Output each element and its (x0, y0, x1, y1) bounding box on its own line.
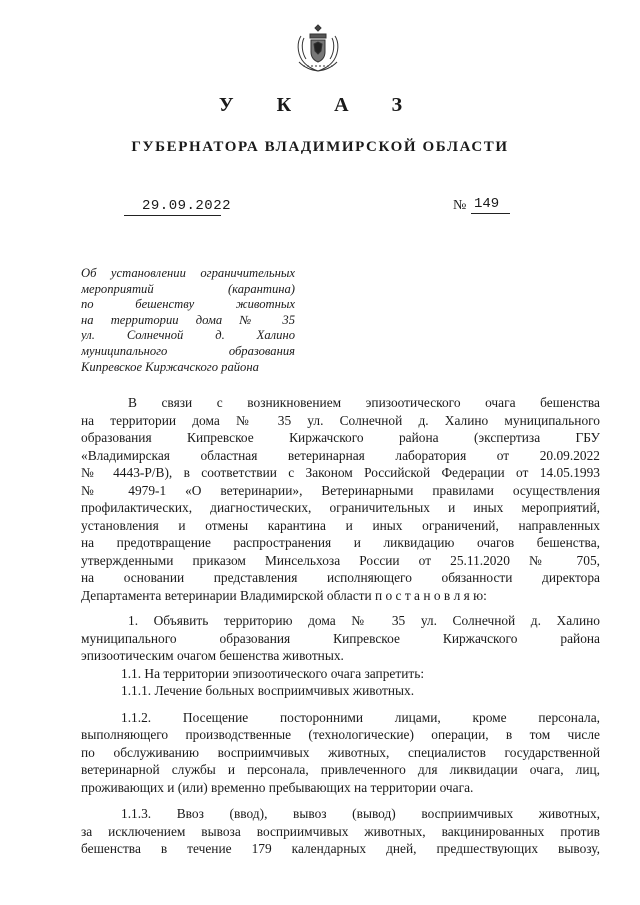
text-line: 1. Объявить территорию дома № 35 ул. Солнечной д. Халино (128, 613, 600, 628)
subject-line: муниципального образования (81, 343, 295, 358)
subject-line: Об установлении ограничительных (81, 266, 295, 280)
number-label: № (453, 198, 467, 213)
text-line: на основании представления исполняющего обязанности директора (81, 570, 600, 585)
document-number: 149 (474, 196, 500, 212)
text-line: 1.1.1. Лечение больных восприимчивых животных. (121, 683, 415, 698)
date-underline (124, 215, 221, 216)
intro-paragraph (81, 394, 600, 604)
document-date: 29.09.2022 (142, 198, 232, 214)
text-line: эпизоотическим очагом бешенства животных. (81, 648, 344, 663)
text-line: Департамента ветеринарии Владимирской области п о с т а н о в л я ю: (81, 587, 487, 603)
text-line: 1.1.2. Посещение посторонними лицами, кроме персонала, (121, 709, 600, 725)
text-line: № 4443-Р/В), в соответствии с Законом Российской Федерации от 14.05.1993 (81, 465, 600, 480)
page-title: У К А З (218, 94, 422, 116)
text-line: на предотвращение распространения и ликвидацию очагов бешенства, (81, 535, 600, 550)
paragraph-1-1-3 (81, 805, 600, 858)
paragraph-1-1-2 (81, 709, 600, 797)
text-line: 1.1.3. Ввоз (ввод), вывоз (вывод) восприимчивых животных, (121, 806, 600, 821)
subject-line: на территории дома № 35 (81, 312, 295, 327)
paragraph-1-1-1 (81, 682, 600, 700)
text-line: проживающих и (или) временно пребывающих на территории очага. (81, 779, 474, 795)
document-subject (81, 265, 295, 374)
subject-line: мероприятий (карантина) (81, 281, 295, 296)
text-line: образования Кипревское Киржачского района (экспертиза ГБУ (81, 430, 600, 445)
text-line: бешенства в течение 179 календарных дней, предшествующих вывозу, (81, 841, 600, 856)
text-line: В связи с возникновением эпизоотического очага бешенства (128, 395, 600, 410)
issuer-heading: ГУБЕРНАТОРА ВЛАДИМИРСКОЙ ОБЛАСТИ (131, 139, 509, 155)
paragraph-1-1 (81, 665, 600, 683)
text-line: установления и отмены карантина и иных ограничений, направленных (81, 517, 600, 533)
subject-line: ул. Солнечной д. Халино (81, 328, 295, 343)
number-underline (471, 213, 510, 214)
coat-of-arms-icon (293, 22, 343, 74)
text-line: на территории дома № 35 ул. Солнечной д. Халино муниципального (81, 412, 600, 428)
paragraph-1 (81, 612, 600, 665)
text-line: выполняющего производственные (технологические) операции, в том числе (81, 727, 600, 742)
subject-line: по бешенству животных (81, 297, 295, 312)
text-line: профилактических, диагностических, ограничительных и иных мероприятий, (81, 500, 600, 515)
text-line: по обслуживанию восприимчивых животных, специалистов государственной (81, 744, 600, 760)
text-line: 1.1. На территории эпизоотического очага запретить: (121, 665, 425, 681)
subject-line: Кипревское Киржачского района (81, 359, 259, 374)
document-body (81, 394, 600, 858)
text-line: за исключением вывоза восприимчивых животных, вакцинированных против (81, 823, 600, 839)
text-line: № 4979-1 «О ветеринарии», Ветеринарными правилами осуществления (81, 482, 600, 498)
text-line: ветеринарной службы и персонала, привлеченного для ликвидации очага, лиц, (81, 762, 600, 777)
text-line: «Владимирская областная ветеринарная лаборатория от 20.09.2022 (81, 447, 600, 463)
text-line: муниципального образования Кипревское Киржачского района (81, 630, 600, 646)
text-line: утвержденными приказом Минсельхоза России от 25.11.2020 № 705, (81, 552, 600, 568)
